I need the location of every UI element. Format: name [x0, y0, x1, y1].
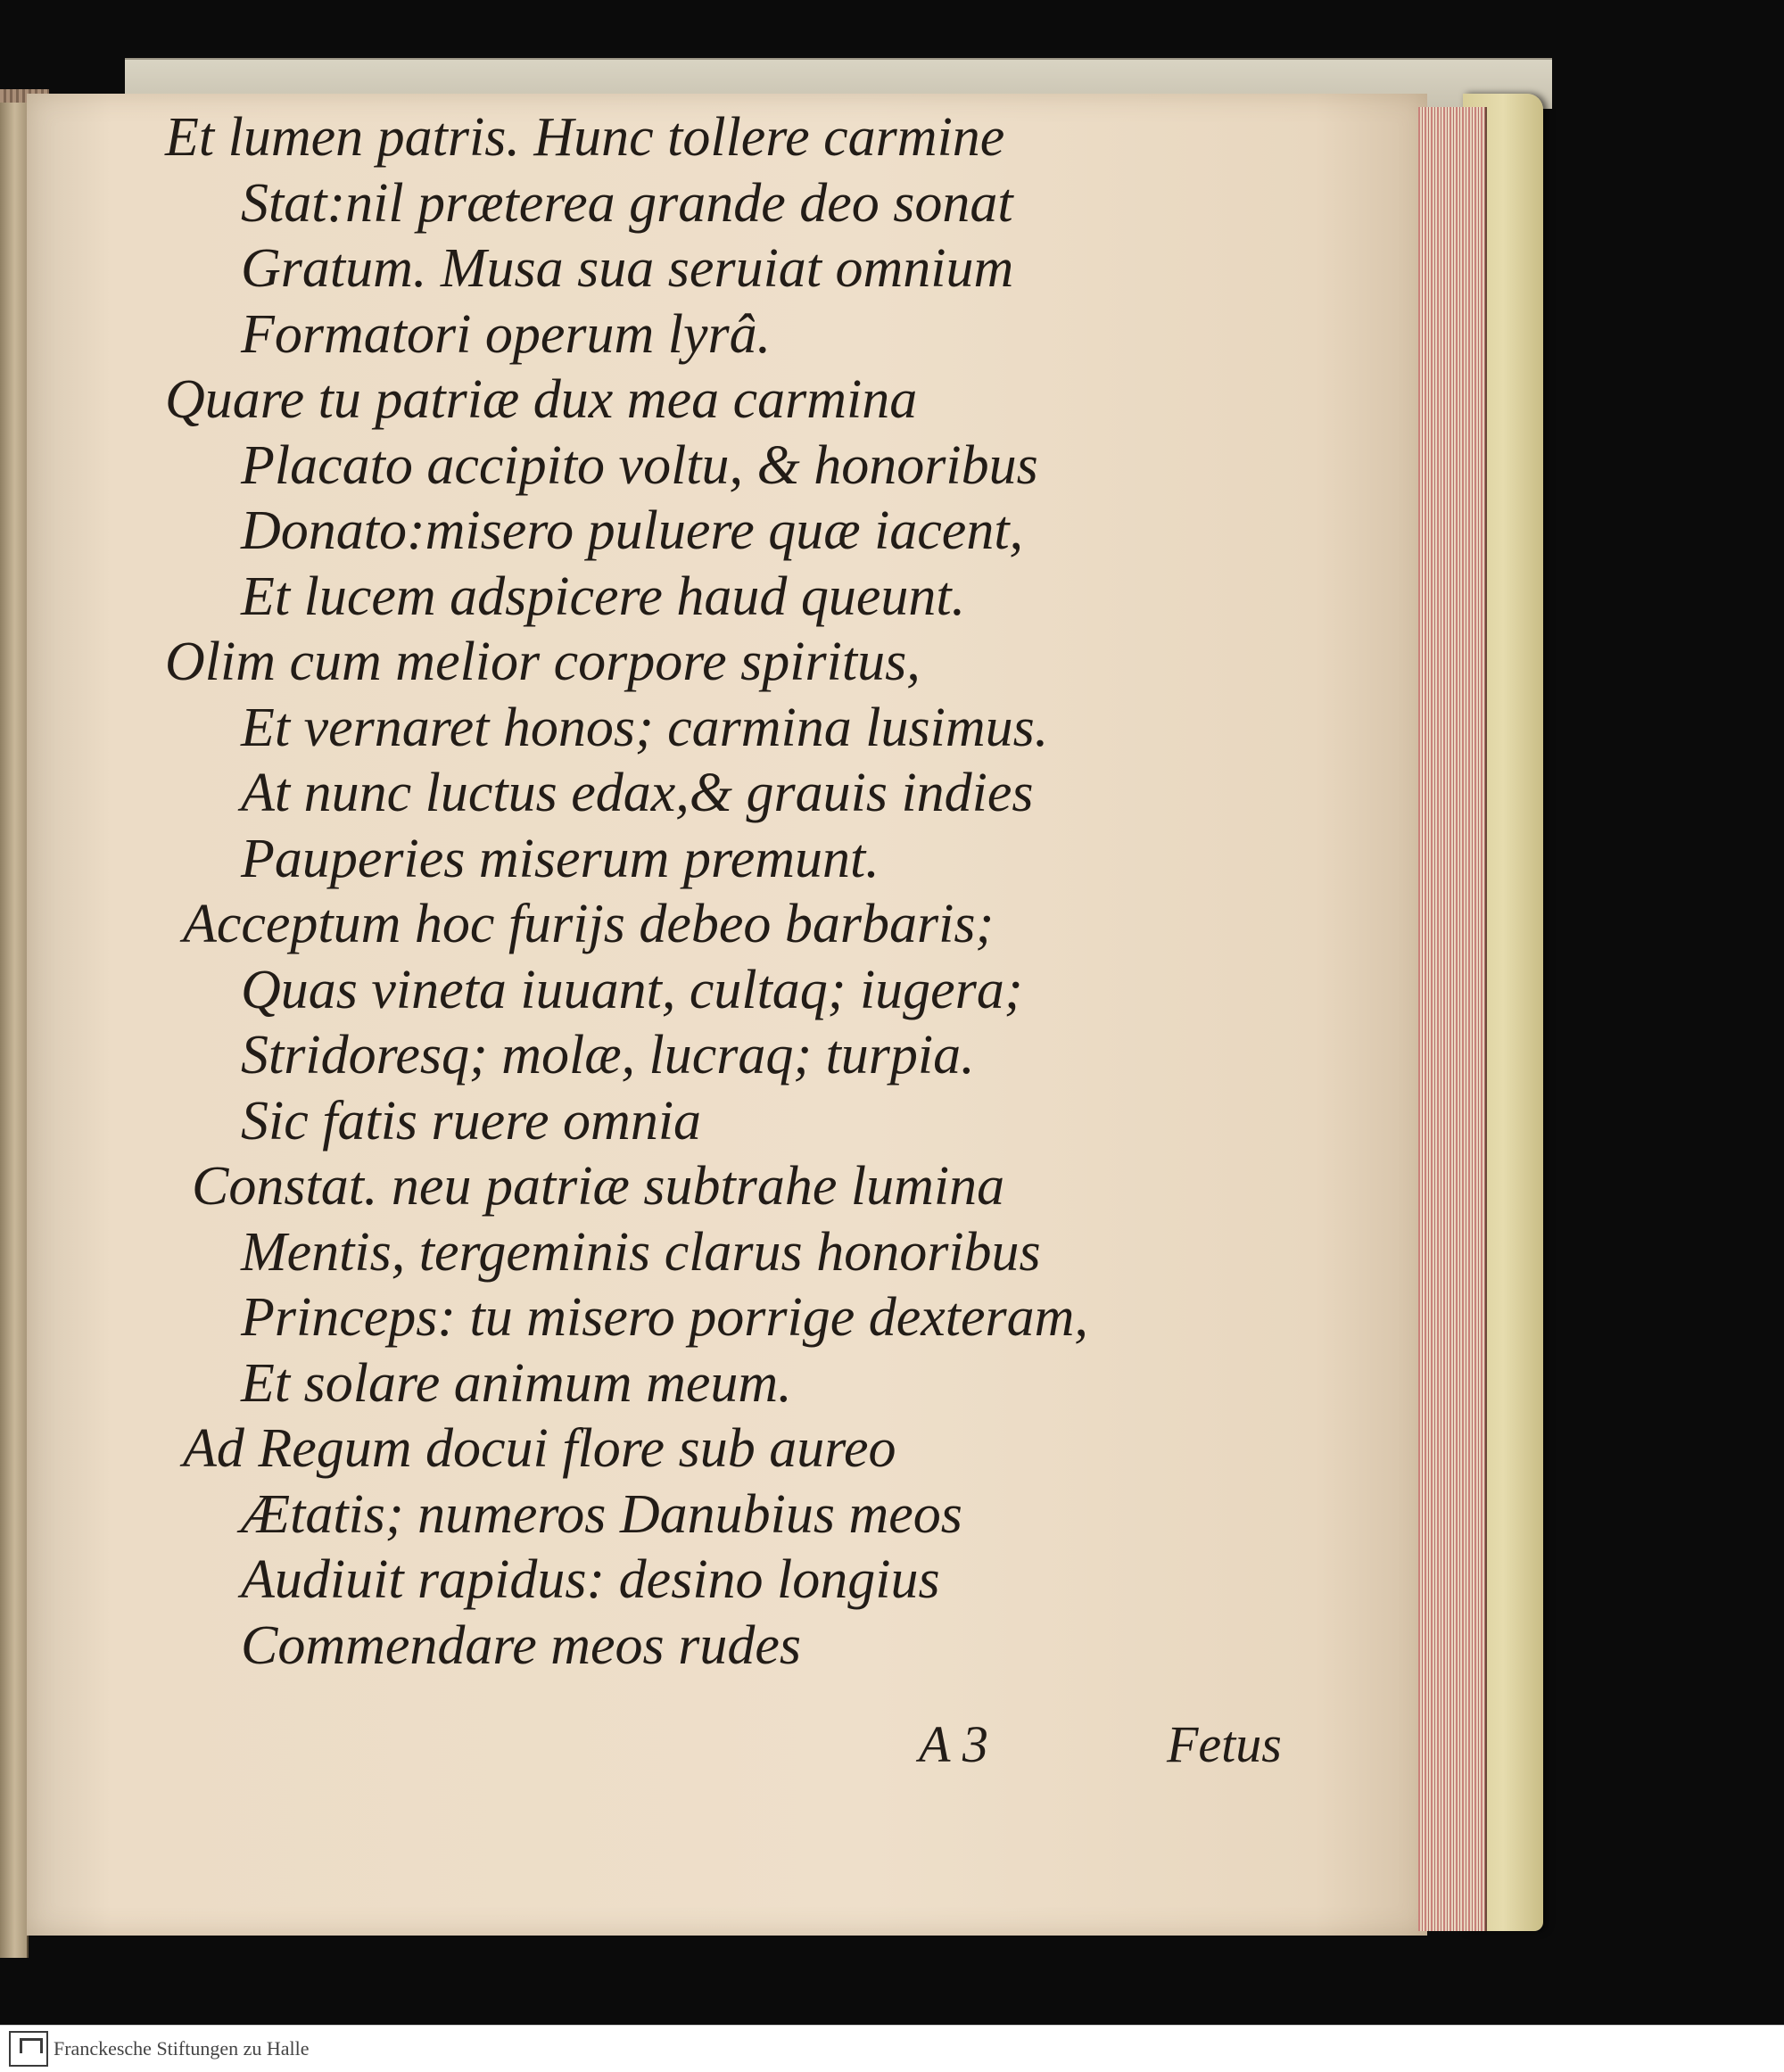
- verse-line: Quare tu patriæ dux mea carmina: [165, 369, 918, 430]
- verse-line: Quas vineta iuuant, cultaq; iugera;: [241, 959, 1023, 1020]
- verse-line: Placato accipito voltu, & honoribus: [241, 434, 1038, 496]
- institution-name: Franckesche Stiftungen zu Halle: [54, 2037, 310, 2060]
- verse-block: [165, 105, 1396, 1679]
- institution-footer-bar: [0, 2025, 1784, 2072]
- verse-line: Gratum. Musa sua seruiat omnium: [241, 238, 1014, 299]
- facing-page-edge: [0, 103, 29, 1958]
- verse-line: Et vernaret honos; carmina lusimus.: [241, 697, 1049, 758]
- catchword: Fetus: [1167, 1715, 1282, 1773]
- red-page-edges: [1418, 107, 1487, 1931]
- verse-line: Et solare animum meum.: [241, 1352, 792, 1414]
- verse-line: Olim cum melior corpore spiritus,: [165, 632, 921, 692]
- verse-line: Audiuit rapidus: desino longius: [241, 1549, 940, 1610]
- verse-line: Pauperies miserum premunt.: [241, 828, 880, 889]
- verse-line: Stat:nil præterea grande deo sonat: [241, 172, 1013, 234]
- verse-line: Et lumen patris. Hunc tollere carmine: [165, 107, 1005, 168]
- verse-line: Commendare meos rudes: [241, 1614, 801, 1676]
- verse-line: Ad Regum docui flore sub aureo: [183, 1418, 896, 1479]
- verse-line: Sic fatis ruere omnia: [241, 1090, 702, 1152]
- verse-line: Donato:misero puluere quæ iacent,: [241, 500, 1024, 561]
- verse-line: Constat. neu patriæ subtrahe lumina: [192, 1156, 1005, 1217]
- verse-line: Acceptum hoc furijs debeo barbaris;: [183, 894, 995, 954]
- verse-line: Mentis, tergeminis clarus honoribus: [241, 1221, 1041, 1283]
- verse-line: Formatori operum lyrâ.: [241, 303, 772, 365]
- verse-line: Ætatis; numeros Danubius meos: [241, 1483, 962, 1545]
- verse-line: Stridoresq; molæ, lucraq; turpia.: [241, 1025, 975, 1086]
- verse-line: At nunc luctus edax,& grauis indies: [241, 763, 1034, 823]
- signature-mark: A 3: [919, 1715, 988, 1773]
- institution-logo-icon: [9, 2031, 48, 2067]
- verse-line: Princeps: tu misero porrige dexteram,: [241, 1287, 1088, 1348]
- verse-line: Et lucem adspicere haud queunt.: [241, 565, 966, 627]
